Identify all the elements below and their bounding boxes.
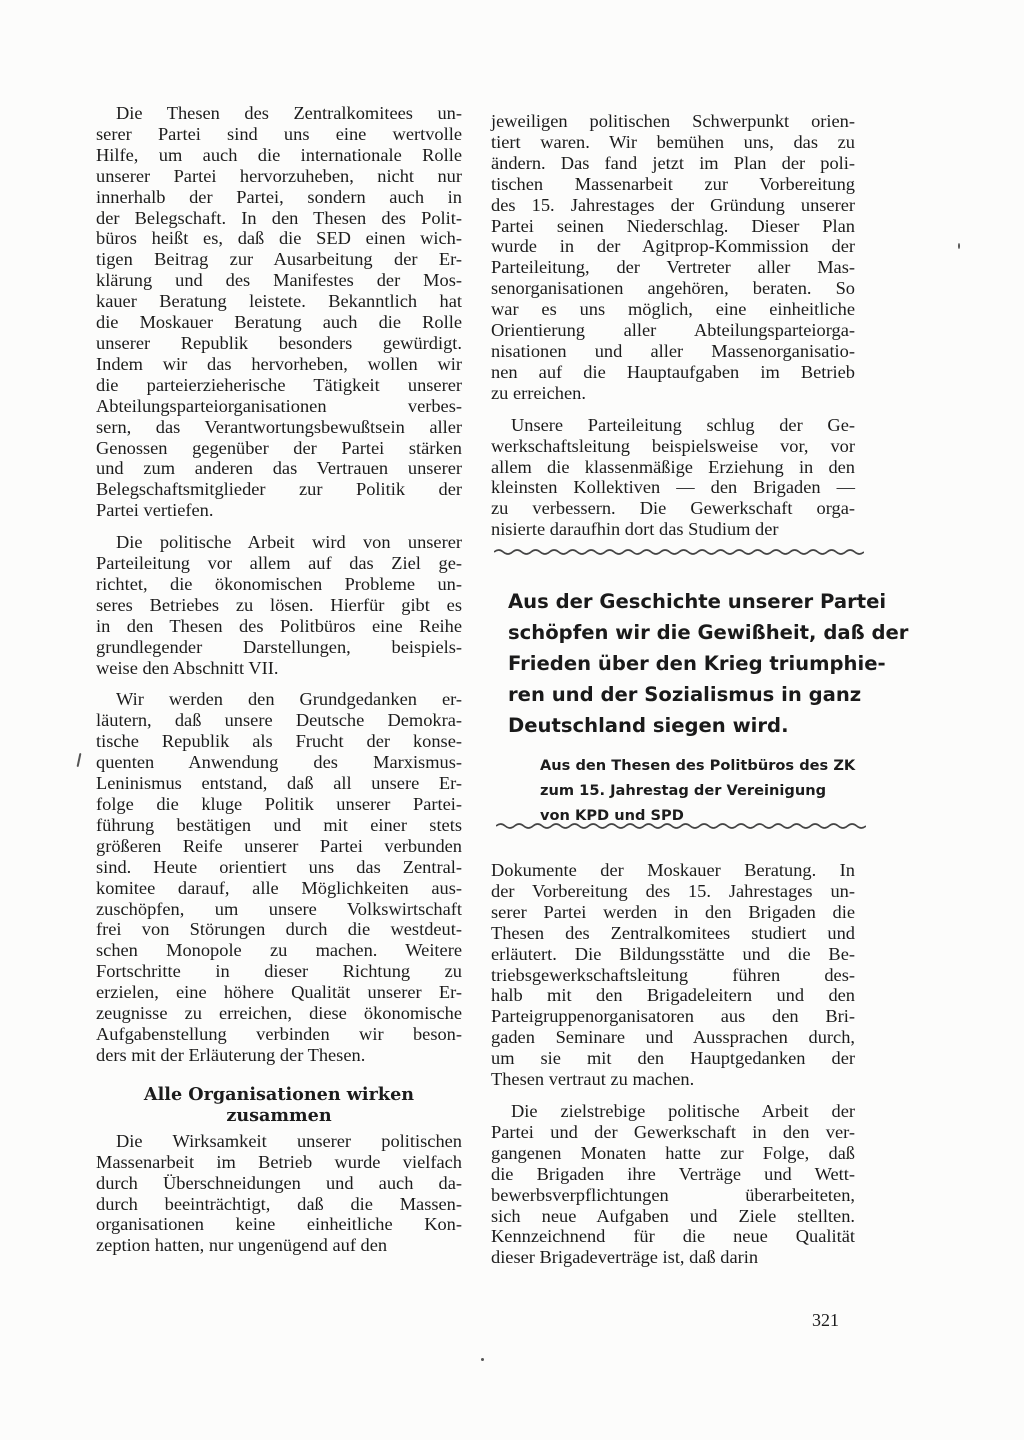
text-line: der Vorbereitung des 15. Jahrestages un- [491,880,855,901]
right-column-top [491,111,855,551]
text-line: Die zielstrebige politische Arbeit der [511,1100,855,1121]
text-line: Kennzeichnend für die neue Qualität [491,1226,855,1247]
text-line: der Belegschaft. In den Thesen des Polit- [96,207,462,228]
paragraph [96,689,462,1065]
text-line: Unsere Parteileitung schlug der Ge- [511,414,855,435]
text-line: Parteigruppenorganisatoren aus den Bri- [491,1006,855,1027]
text-line: zeugnisse zu erreichen, diese ökonomische [96,1003,462,1024]
text-line: frei von Störungen durch die westdeut- [96,919,462,940]
text-line: die Brigaden ihre Verträge und Wett- [491,1163,855,1184]
text-line: ändern. Das fand jetzt im Plan der poli- [491,152,855,173]
quote-line: Deutschland siegen wird. [508,714,789,737]
text-line: und zum anderen das Vertrauen unserer [96,458,462,479]
text-line: Aufgabenstellung verbinden wir beson- [96,1023,462,1044]
text-line: klärung und des Manifestes der Mos- [96,270,462,291]
text-line: zu erreichen. [491,382,586,403]
text-line: zu verbessern. Die Gewerkschaft orga- [491,498,855,519]
text-line: wurde in der Agitprop-Kommission der [491,236,855,257]
left-column [96,103,462,1267]
text-line: grundlegender Darstellungen, beispiels- [96,636,462,657]
text-line: Thesen des Zentralkomitees studiert und [491,922,855,943]
text-line: Die politische Arbeit wird von unserer [116,532,462,553]
paragraph [96,1131,462,1256]
text-line: Indem wir das hervorheben, wollen wir [96,353,462,374]
text-line: ders mit der Erläuterung der Thesen. [96,1044,366,1065]
text-line: komitee darauf, alle Möglichkeiten aus- [96,877,462,898]
text-line: nen auf die Hauptaufgaben im Betrieb [491,361,855,382]
text-line: um sie mit den Hauptgedanken der [491,1048,855,1069]
quote-line: schöpfen wir die Gewißheit, daß der [508,621,909,644]
text-line: Orientierung aller Abteilungsparteiorga- [491,320,855,341]
paragraph [96,103,462,521]
scan-speck [481,1358,484,1361]
quote-line: Aus der Geschichte unserer Partei [508,590,887,613]
text-line: werkschaftsleitung beispielsweise vor, vor [491,435,855,456]
text-line: kleinsten Kollektiven — den Brigaden — [491,477,855,498]
page-number: 321 [812,1310,839,1330]
text-line: Thesen vertraut zu machen. [491,1069,695,1090]
text-line: erzielen, eine höhere Qualität unserer Er- [96,982,462,1003]
section-heading [96,1084,462,1127]
text-line: Die Thesen des Zentralkomitees un- [116,103,462,123]
text-line: die Moskauer Beratung auch die Rolle [96,312,462,333]
source-line: zum 15. Jahrestag der Vereinigung [540,782,827,799]
text-line: tischen Massenarbeit zur Vorbereitung [491,173,855,194]
text-line: Dokumente der Moskauer Beratung. In [491,860,855,880]
text-line: serer Partei werden in den Brigaden die [491,901,855,922]
text-line: erläutert. Die Bildungsstätte und die Be- [491,943,855,964]
text-line: Massenarbeit im Betrieb wurde vielfach [96,1151,462,1172]
quote-source [508,753,860,828]
text-line: durch beeinträchtigt, daß die Massen- [96,1193,462,1214]
text-line: nisierte daraufhin dort das Studium der [491,519,779,540]
text-line: war es uns möglich, eine einheitliche [491,299,855,320]
text-line: weise den Abschnitt VII. [96,657,279,678]
text-line: schen Monopole zu machen. Weitere [96,940,462,961]
text-line: Partei vertiefen. [96,500,214,521]
paragraph [491,860,855,1090]
quote-line: ren und der Sozialismus in ganz [508,683,862,706]
text-line: Genossen gegenüber der Partei stärken [96,437,462,458]
text-line: organisationen keine einheitliche Kon- [96,1214,462,1235]
text-line: nisationen und aller Massenorganisatio- [491,340,855,361]
text-line: durch Überschneidungen und auch da- [96,1172,462,1193]
text-line: gangenen Monaten hatte zur Folge, daß [491,1142,855,1163]
wavy-rule-top [494,548,864,556]
scan-speck [958,243,960,249]
paragraph [491,415,855,540]
text-line: tische Republik als Frucht der konse- [96,731,462,752]
text-line: richtet, die ökonomischen Probleme un- [96,573,462,594]
text-line: büros heißt es, daß die SED einen wich- [96,228,462,249]
text-line: bewerbsverpflichtungen überarbeiteten, [491,1184,855,1205]
text-line: dieser Brigadeverträge ist, daß darin [491,1247,759,1268]
text-line: folge die kluge Politik unserer Partei- [96,794,462,814]
paragraph [96,532,462,678]
text-line: gaden Seminare und Aussprachen durch, [491,1027,855,1048]
right-column-bottom [491,860,855,1279]
text-line: sind. Heute orientiert uns das Zentral- [96,856,462,877]
paragraph [491,1101,855,1268]
text-line: Abteilungsparteiorganisationen verbes- [96,395,462,416]
text-line: Fortschritte in dieser Richtung zu [96,961,462,982]
text-line: serer Partei sind uns eine wertvolle [96,123,462,144]
text-line: die parteierzieherische Tätigkeit unserer [96,374,462,395]
paragraph [491,111,855,404]
text-line: unserer Partei hervorzuheben, nicht nur [96,165,462,186]
quote-text [508,586,909,741]
text-line: Die Wirksamkeit unserer politischen [116,1130,462,1151]
text-line: kauer Beratung leistete. Bekanntlich hat [96,291,462,312]
text-line: sern, das Verantwortungsbewußtsein aller [96,416,462,437]
text-line: zuschöpfen, um unsere Volkswirtschaft [96,898,462,919]
source-line: Aus den Thesen des Politbüros des ZK [540,757,856,774]
text-line: Wir werden den Grundgedanken er- [116,689,462,710]
text-line: Leninismus entstand, daß all unsere Er- [96,773,462,794]
text-line: seres Betriebes zu lösen. Hierfür gibt es [96,594,462,615]
text-line: triebsgewerkschaftsleitung führen des- [491,964,855,985]
text-line: quenten Anwendung des Marxismus- [96,752,462,773]
pull-quote [508,586,909,828]
text-line: Hilfe, um auch die internationale Rolle [96,144,462,165]
text-line: Partei und der Gewerkschaft in den ver- [491,1121,855,1142]
source-line: von KPD und SPD [540,807,684,824]
text-line: Parteileitung, der Vertreter aller Mas- [491,257,855,278]
text-line: innerhalb der Partei, sondern auch in [96,186,462,207]
text-line: führung bestätigen und mit einer stets [96,814,462,835]
text-line: größeren Reife unserer Partei verbunden [96,835,462,856]
text-line: sich neue Aufgaben und Ziele stellten. [491,1205,855,1226]
text-line: des 15. Jahrestages der Gründung unserer [491,194,855,215]
text-line: allem die klassenmäßige Erziehung in den [491,456,855,477]
quote-line: Frieden über den Krieg triumphie- [508,652,886,675]
wavy-rule-bottom [496,822,866,830]
text-line: Parteileitung vor allem auf das Ziel ge- [96,553,462,574]
text-line: Belegschaftsmitglieder zur Politik der [96,479,462,500]
scan-speck [77,753,82,767]
text-line: läutern, daß unsere Deutsche Demokra- [96,710,462,731]
text-line: halb mit den Brigadeleitern und den [491,985,855,1006]
text-line: senorganisationen angehören, beraten. So [491,278,855,299]
text-line: zeption hatten, nur ungenügend auf den [96,1235,388,1256]
text-line: jeweiligen politischen Schwerpunkt orien- [491,111,855,131]
text-line: Partei seinen Niederschlag. Dieser Plan [491,215,855,236]
heading-line: Alle Organisationen wirken [143,1083,415,1105]
text-line: tiert waren. Wir bemühen uns, das zu [491,131,855,152]
text-line: tigen Beitrag zur Ausarbeitung der Er- [96,249,462,270]
heading-line: zusammen [226,1105,332,1127]
text-line: in den Thesen des Politbüros eine Reihe [96,615,462,636]
text-line: unserer Republik besonders gewürdigt. [96,332,462,353]
